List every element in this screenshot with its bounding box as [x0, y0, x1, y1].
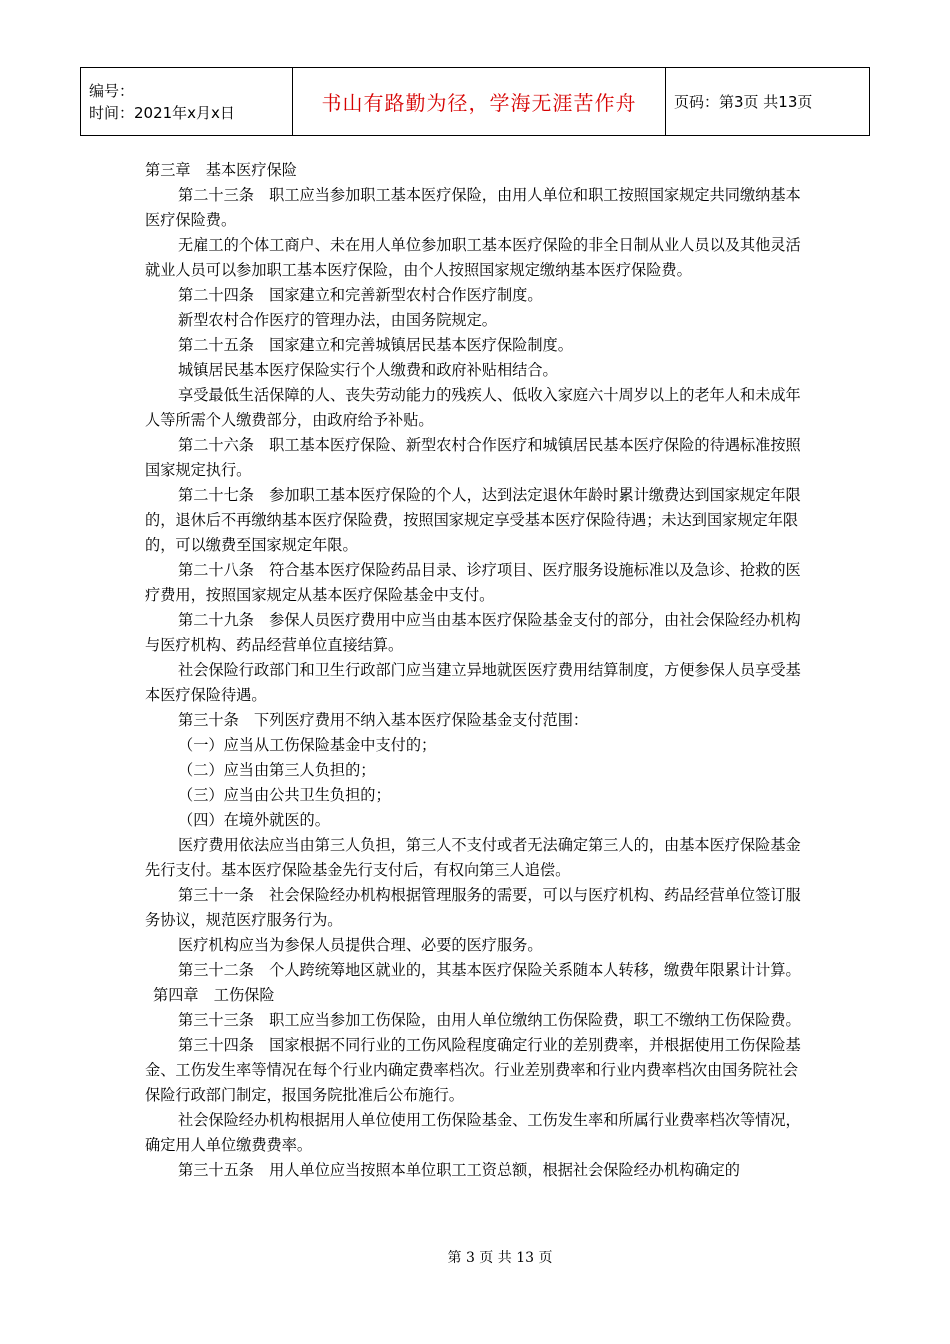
chapter-heading: 第三章 基本医疗保险: [145, 161, 297, 179]
body-paragraph: 第三十四条 国家根据不同行业的工伤风险程度确定行业的差别费率，并根据使用工伤保险基金、工伤发生率等情况在每个行业内确定费率档次。行业差别费率和行业内费率档次由国务院社会保险行政部门制定，报国务院批准后公布施行。: [145, 1036, 801, 1104]
body-paragraph: 新型农村合作医疗的管理办法，由国务院规定。: [178, 311, 497, 329]
body-paragraph: 第二十四条 国家建立和完善新型农村合作医疗制度。: [178, 286, 543, 304]
body-paragraph: 享受最低生活保障的人、丧失劳动能力的残疾人、低收入家庭六十周岁以上的老年人和未成年人等所需个人缴费部分，由政府给予补贴。: [145, 386, 801, 429]
body-paragraph: 第二十六条 职工基本医疗保险、新型农村合作医疗和城镇居民基本医疗保险的待遇标准按照国家规定执行。: [145, 436, 801, 479]
header-motto: 书山有路勤为径，学海无涯苦作舟: [293, 68, 666, 136]
body-paragraph: 医疗费用依法应当由第三人负担，第三人不支付或者无法确定第三人的，由基本医疗保险基金先行支付。基本医疗保险基金先行支付后，有权向第三人追偿。: [145, 836, 801, 879]
body-paragraph: 第三十二条 个人跨统筹地区就业的，其基本医疗保险关系随本人转移，缴费年限累计计算。: [178, 961, 801, 979]
document-date-label: 时间：2021年x月x日: [89, 103, 235, 122]
chapter-heading: 第四章 工伤保险: [153, 986, 275, 1004]
document-header: [80, 67, 870, 136]
body-paragraph: 第二十五条 国家建立和完善城镇居民基本医疗保险制度。: [178, 336, 573, 354]
body-paragraph: （四）在境外就医的。: [178, 811, 330, 829]
body-paragraph: 第三十五条 用人单位应当按照本单位职工工资总额，根据社会保险经办机构确定的: [178, 1161, 740, 1179]
document-number-label: 编号：: [89, 81, 135, 100]
body-paragraph: 社会保险经办机构根据用人单位使用工伤保险基金、工伤发生率和所属行业费率档次等情况，确定用人单位缴费费率。: [145, 1111, 801, 1154]
body-paragraph: 医疗机构应当为参保人员提供合理、必要的医疗服务。: [178, 936, 543, 954]
header-page-info: 页码：第3页 共13页: [666, 68, 870, 136]
body-paragraph: 城镇居民基本医疗保险实行个人缴费和政府补贴相结合。: [178, 361, 558, 379]
header-meta-cell: [81, 68, 293, 136]
body-paragraph: 第二十七条 参加职工基本医疗保险的个人，达到法定退休年龄时累计缴费达到国家规定年限的，退休后不再缴纳基本医疗保险费，按照国家规定享受基本医疗保险待遇；未达到国家规定年限的，可以缴费至国家规定年限。: [145, 486, 801, 554]
body-paragraph: （一）应当从工伤保险基金中支付的；: [178, 736, 437, 754]
body-paragraph: （三）应当由公共卫生负担的；: [178, 786, 391, 804]
body-paragraph: 第三十条 下列医疗费用不纳入基本医疗保险基金支付范围：: [178, 711, 589, 729]
body-paragraph: （二）应当由第三人负担的；: [178, 761, 376, 779]
body-paragraph: 第二十三条 职工应当参加职工基本医疗保险，由用人单位和职工按照国家规定共同缴纳基本医疗保险费。: [145, 186, 801, 229]
document-body: [145, 158, 807, 1183]
body-paragraph: 第三十一条 社会保险经办机构根据管理服务的需要，可以与医疗机构、药品经营单位签订服务协议，规范医疗服务行为。: [145, 886, 801, 929]
body-paragraph: 第三十三条 职工应当参加工伤保险，由用人单位缴纳工伤保险费，职工不缴纳工伤保险费。: [178, 1011, 801, 1029]
body-paragraph: 无雇工的个体工商户、未在用人单位参加职工基本医疗保险的非全日制从业人员以及其他灵活就业人员可以参加职工基本医疗保险，由个人按照国家规定缴纳基本医疗保险费。: [145, 236, 801, 279]
page-footer: 第 3 页 共 13 页: [447, 1250, 553, 1266]
body-paragraph: 社会保险行政部门和卫生行政部门应当建立异地就医医疗费用结算制度，方便参保人员享受基本医疗保险待遇。: [145, 661, 801, 704]
body-paragraph: 第二十九条 参保人员医疗费用中应当由基本医疗保险基金支付的部分，由社会保险经办机构与医疗机构、药品经营单位直接结算。: [145, 611, 801, 654]
body-paragraph: 第二十八条 符合基本医疗保险药品目录、诊疗项目、医疗服务设施标准以及急诊、抢救的医疗费用，按照国家规定从基本医疗保险基金中支付。: [145, 561, 801, 604]
